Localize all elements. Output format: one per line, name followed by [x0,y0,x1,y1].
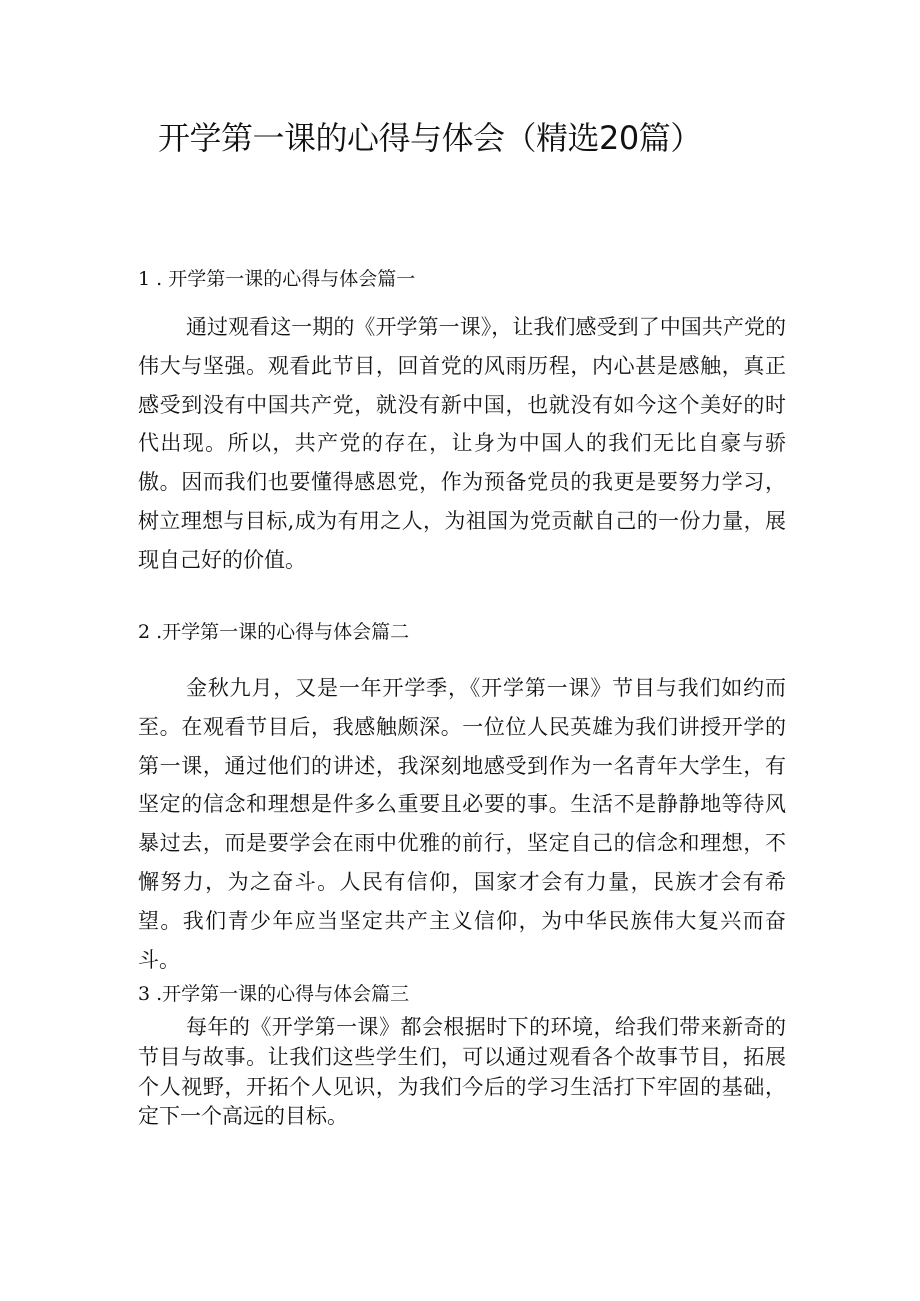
section-heading-2: 2 .开学第一课的心得与体会篇二 [138,621,410,643]
section-body-2: 金秋九月，又是一年开学季，《开学第一课》节目与我们如约而至。在观看节目后，我感触颇深。一位位人民英雄为我们讲授开学的第一课，通过他们的讲述，我深刻地感受到作为一名青年大学生，有坚定的信念和理想是件多么重要且必要的事。生活不是静静地等待风暴过去，而是要学会在雨中优雅的前行，坚定自己的信念和理想，不懈努力，为之奋斗。人民有信仰，国家才会有力量，民族才会有希望。我们青少年应当坚定共产主义信仰，为中华民族伟大复兴而奋斗。 [138,676,786,972]
document-title: 开学第一课的心得与体会（精选20篇） [158,119,702,157]
section-body-3: 每年的《开学第一课》都会根据时下的环境，给我们带来新奇的节目与故事。让我们这些学生们，可以通过观看各个故事节目，拓展个人视野，开拓个人见识，为我们今后的学习生活打下牢固的基础，定下一个高远的目标。 [138,1015,786,1129]
section-heading-1: 1 . 开学第一课的心得与体会篇一 [138,268,416,290]
section-heading-3: 3 .开学第一课的心得与体会篇三 [138,983,410,1005]
section-body-1: 通过观看这一期的《开学第一课》，让我们感受到了中国共产党的伟大与坚强。观看此节目，回首党的风雨历程，内心甚是感触，真正感受到没有中国共产党，就没有新中国，也就没有如今这个美好的时代出现。所以，共产党的存在，让身为中国人的我们无比自豪与骄傲。因而我们也要懂得感恩党，作为预备党员的我更是要努力学习，树立理想与目标,成为有用之人，为祖国为党贡献自己的一份力量，展现自己好的价值。 [138,315,786,572]
